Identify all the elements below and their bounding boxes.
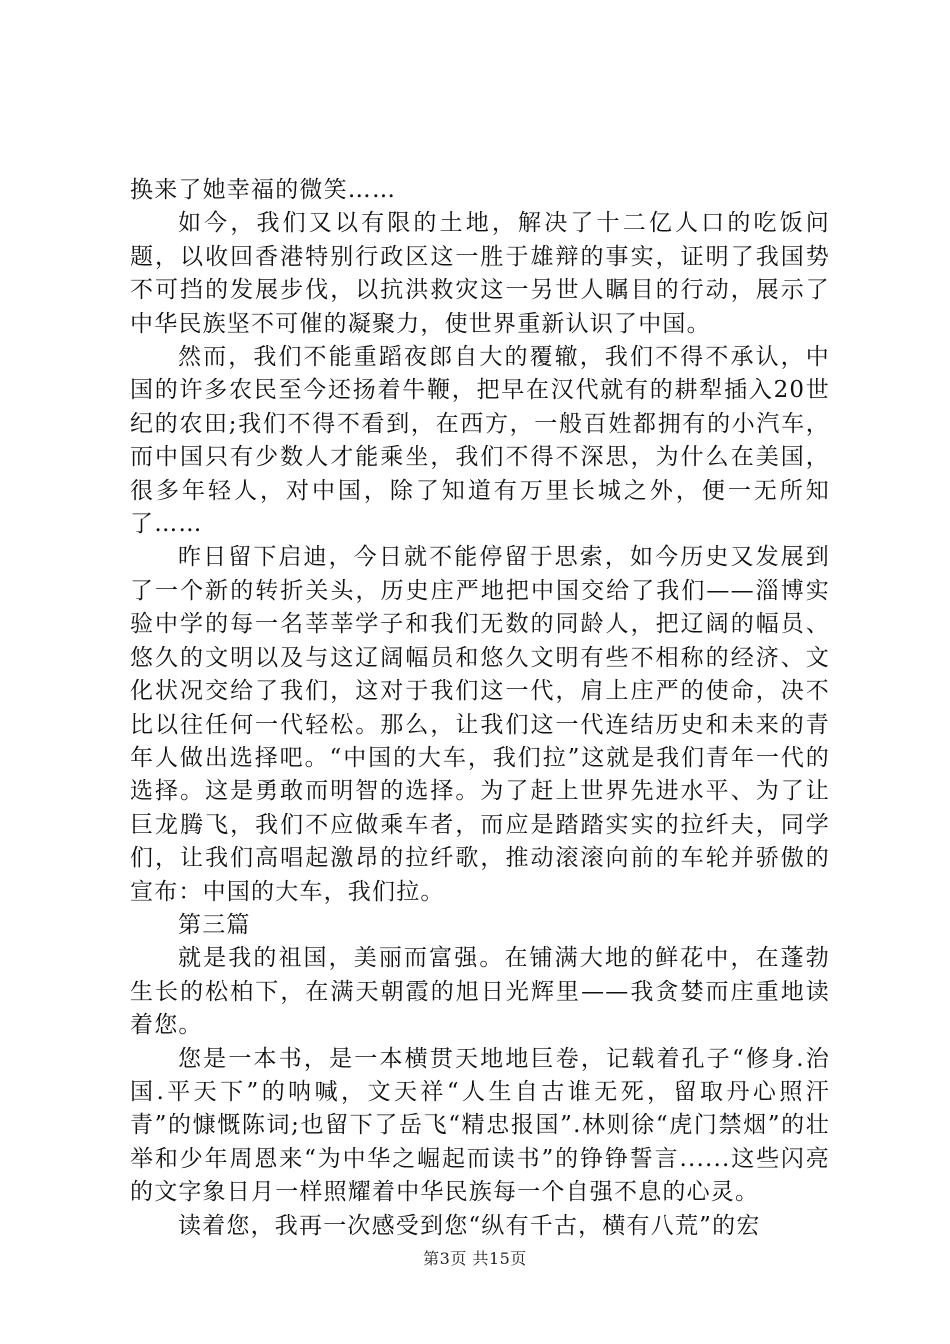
page-number-footer: 第3页 共15页 — [423, 1249, 527, 1268]
paragraph-3: 然而，我们不能重蹈夜郎自大的覆辙，我们不得不承认，中国的许多农民至今还扬着牛鞭，把早在汉代就有的耕犁插入20世纪的农田;我们不得不看到，在西方，一般百姓都拥有的小汽车，而中国只有少数人才能乘坐，我们不得不深思，为什么在美国，很多年轻人，对中国，除了知道有万里长城之外，便一无所知了…… — [130, 344, 830, 538]
paragraph-6: 您是一本书，是一本横贯天地地巨卷，记载着孔子“修身.治国.平天下”的呐喊，文天祥“人生自古谁无死，留取丹心照汗青”的慷慨陈词;也留下了岳飞“精忠报国”.林则徐“虎门禁烟”的壮举和少年周恩来“为中华之崛起而读书”的铮铮誓言......这些闪亮的文字象日月一样照耀着中华民族每一个自强不息的心灵。 — [130, 1045, 830, 1206]
paragraph-7: 读着您，我再一次感受到您“纵有千古，横有八荒”的宏 — [178, 1212, 761, 1239]
document-body — [130, 174, 830, 1243]
section-heading: 第三篇 — [178, 911, 251, 938]
paragraph-5: 就是我的祖国，美丽而富强。在铺满大地的鲜花中，在蓬勃生长的松柏下，在满天朝霞的旭日光辉里——我贪婪而庄重地读着您。 — [130, 945, 830, 1039]
paragraph-2: 如今，我们又以有限的土地，解决了十二亿人口的吃饭问题，以收回香港特别行政区这一胜于雄辩的事实，证明了我国势不可挡的发展步伐，以抗洪救灾这一另世人瞩目的行动，展示了中华民族坚不可催的凝聚力，使世界重新认识了中国。 — [130, 210, 830, 337]
paragraph-4: 昨日留下启迪，今日就不能停留于思索，如今历史又发展到了一个新的转折关头，历史庄严地把中国交给了我们——淄博实验中学的每一名莘莘学子和我们无数的同龄人，把辽阔的幅员、悠久的文明以及与这辽阔幅员和悠久文明有些不相称的经济、文化状况交给了我们，这对于我们这一代，肩上庄严的使命，决不比以往任何一代轻松。那么，让我们这一代连结历史和未来的青年人做出选择吧。“中国的大车，我们拉”这就是我们青年一代的选择。这是勇敢而明智的选择。为了赶上世界先进水平、为了让巨龙腾飞，我们不应做乘车者，而应是踏踏实实的拉纤夫，同学们，让我们高唱起激昂的拉纤歌，推动滚滚向前的车轮并骄傲的宣布：中国的大车，我们拉。 — [130, 544, 830, 905]
paragraph-1: 换来了她幸福的微笑…… — [130, 177, 397, 203]
